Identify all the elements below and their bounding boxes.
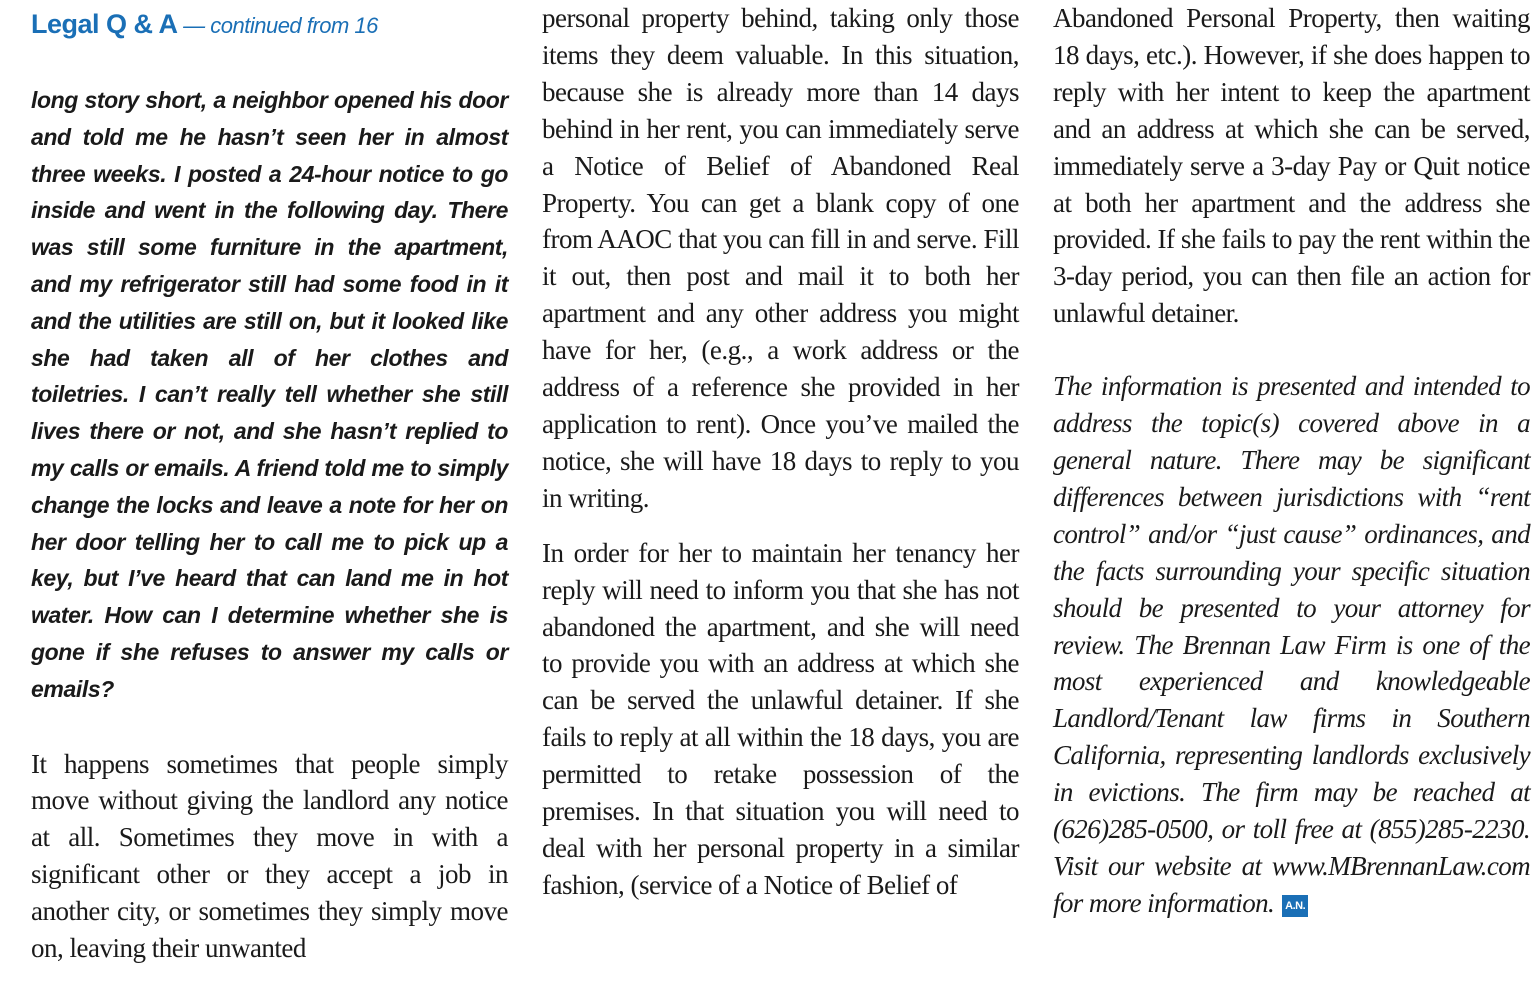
answer-paragraph-4: Abandoned Personal Property, then waiting 18 days, etc.). However, if she does happen to reply with her intent to keep the apartment and an address at which she can be served, immediately serve a 3-day Pay or Quit notice at both her apartment and the address she provided. If she fails to pay the rent within the 3-day period, you can then file an action for unlawful detainer.: [1053, 3, 1530, 329]
continued-note: — continued from 16: [177, 13, 378, 38]
section-header: [31, 5, 508, 43]
answer-paragraph-3: In order for her to maintain her tenancy her reply will need to inform you that she has not abandoned the apartment, and she will need to provide you with an address at which she can be served the unlawful detainer. If she fails to reply at all within the 18 days, you are permitted to retake possession of the premises. In that situation you will need to deal with her personal property in a similar fashion, (service of a Notice of Belief of: [542, 537, 1019, 900]
answer-paragraph-2: personal property behind, taking only those items they deem valuable. In this situation, because she is already more than 14 days behind in her rent, you can immediately serve a Notice of Belief of Abandoned Real Property. You can get a blank copy of one from AAOC that you can fill in and serve. Fill it out, then post and mail it to both her apartment and any other address you might have for her, (e.g., a work address or the address of a reference she provided in her application to rent). Once you’ve mailed the notice, she will have 18 days to reply to you in writing.: [542, 3, 1019, 513]
question-text: long story short, a neighbor opened his door and told me he hasn’t seen her in almost three weeks. I posted a 24-hour notice to go inside and went in the following day. There was still some furniture in the apartment, and my refrigerator still had some food in it and the utilities are still on, but it looked like she had taken all of her clothes and toiletries. I can’t really tell whether she still lives there or not, and she hasn’t replied to my calls or emails. A friend told me to simply change the locks and leave a note for her on her door telling her to call me to pick up a key, but I’ve heard that can land me in hot water. How can I determine whether she is gone if she refuses to answer my calls or emails?: [31, 87, 508, 702]
column-middle: [542, 0, 1019, 904]
section-title: Legal Q & A: [31, 9, 178, 39]
disclaimer-text: [1053, 368, 1530, 922]
answer-paragraph-1: It happens sometimes that people simply move without giving the landlord any notice at all. Sometimes they move in with a significant other or they accept a job in another city, or sometimes they simply move on, leaving their unwanted: [31, 748, 508, 964]
disclaimer-body: The information is presented and intended to address the topic(s) covered above in a general nature. There may be significant differences between jurisdictions with “rent control” and/or “just cause” ordinances, and the facts surrounding your specific situation should be presented to your attorney for review. The Brennan Law Firm is one of the most experienced and knowledgeable Landlord/Tenant law firms in Southern California, representing landlords exclusively in evictions. The firm may be reached at (626)285-0500, or toll free at (855)285-2230. Visit our website at www.MBrennanLaw.com for more information.: [1053, 371, 1530, 918]
column-right: [1053, 0, 1530, 922]
end-mark-icon: A.N.: [1282, 895, 1308, 917]
column-left: [31, 0, 508, 967]
